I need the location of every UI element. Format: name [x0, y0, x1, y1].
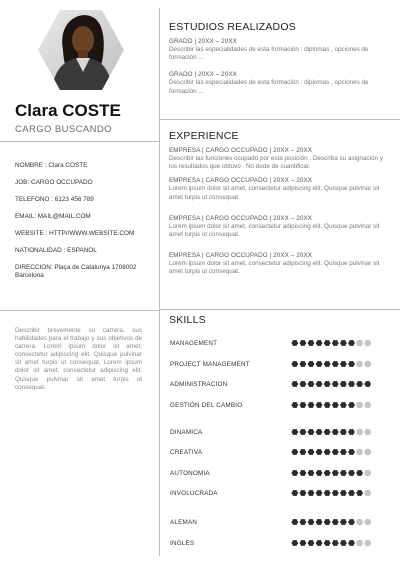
filled-flower-dot: [308, 429, 315, 435]
filled-flower-dot: [308, 340, 315, 346]
filled-flower-dot: [340, 490, 347, 496]
contact-city: Barcelona: [15, 272, 44, 279]
contact-email: EMAIL: MAIL@MAIL.COM: [15, 213, 91, 220]
empty-dot: [364, 429, 371, 436]
empty-dot: [364, 449, 371, 456]
filled-flower-dot: [340, 402, 347, 408]
empty-dot: [356, 519, 363, 526]
filled-flower-dot: [300, 449, 307, 455]
skill-name: AUTONOMIA: [170, 470, 210, 477]
skill-row: [170, 360, 390, 370]
divider: [160, 309, 400, 310]
filled-flower-dot: [292, 340, 299, 346]
filled-flower-dot: [292, 429, 299, 435]
empty-dot: [364, 361, 371, 368]
filled-flower-dot: [324, 490, 331, 496]
experience-entry: [169, 147, 392, 171]
empty-dot: [364, 540, 371, 547]
contact-name: NOMBRE : Clara COSTE: [15, 162, 88, 169]
filled-flower-dot: [292, 519, 299, 525]
entry-description: Describir las especialidades de esta formación : diplomas , opciones de formación ...: [169, 79, 369, 95]
filled-flower-dot: [300, 402, 307, 408]
skill-name: ADMINISTRACION: [170, 381, 228, 388]
contact-job: JOB: CARGO OCCUPADO: [15, 179, 93, 186]
empty-dot: [364, 519, 371, 526]
skill-row: [170, 469, 390, 479]
filled-flower-dot: [332, 519, 339, 525]
contact-nationality: NATIONALIDAD : ESPANOL: [15, 247, 97, 254]
skill-row: [170, 401, 390, 411]
filled-flower-dot: [300, 361, 307, 367]
filled-flower-dot: [340, 361, 347, 367]
filled-flower-dot: [316, 490, 323, 496]
filled-flower-dot: [324, 429, 331, 435]
filled-flower-dot: [340, 381, 347, 387]
filled-flower-dot: [348, 519, 355, 525]
filled-flower-dot: [348, 540, 355, 546]
filled-flower-dot: [292, 402, 299, 408]
skill-row: [170, 428, 390, 438]
education-entry: [169, 71, 392, 95]
education-section: [169, 21, 392, 105]
filled-flower-dot: [308, 470, 315, 476]
filled-flower-dot: [300, 381, 307, 387]
empty-dot: [364, 490, 371, 497]
filled-flower-dot: [340, 449, 347, 455]
skill-row: [170, 448, 390, 458]
filled-flower-dot: [332, 429, 339, 435]
filled-flower-dot: [332, 470, 339, 476]
skill-rating: [291, 339, 372, 347]
filled-flower-dot: [364, 381, 371, 387]
empty-dot: [356, 449, 363, 456]
filled-flower-dot: [340, 340, 347, 346]
skill-rating: [291, 360, 372, 368]
filled-flower-dot: [316, 340, 323, 346]
skills-title: SKILLS: [169, 314, 206, 326]
skill-row: [170, 539, 390, 549]
skill-name: ALEMAN: [170, 519, 198, 526]
filled-flower-dot: [316, 361, 323, 367]
skill-row: [170, 339, 390, 349]
empty-dot: [356, 402, 363, 409]
filled-flower-dot: [316, 540, 323, 546]
skill-row: [170, 489, 390, 499]
filled-flower-dot: [356, 490, 363, 496]
filled-flower-dot: [308, 519, 315, 525]
entry-heading: EMPRESA | CARGO OCCUPADO | 20XX – 20XX: [169, 214, 313, 222]
filled-flower-dot: [300, 490, 307, 496]
filled-flower-dot: [348, 402, 355, 408]
column-divider: [159, 8, 160, 556]
filled-flower-dot: [348, 490, 355, 496]
filled-flower-dot: [308, 540, 315, 546]
filled-flower-dot: [300, 540, 307, 546]
filled-flower-dot: [316, 402, 323, 408]
filled-flower-dot: [348, 470, 355, 476]
filled-flower-dot: [292, 470, 299, 476]
filled-flower-dot: [332, 340, 339, 346]
filled-flower-dot: [340, 519, 347, 525]
skill-rating: [291, 489, 372, 497]
skill-rating: [291, 448, 372, 456]
filled-flower-dot: [316, 381, 323, 387]
empty-dot: [356, 340, 363, 347]
entry-description: Lorem ipsum dolor sit amet, consectetur adipiscing elit. Quisque pulvinar sit amet turpis ut consequat.: [169, 222, 380, 239]
filled-flower-dot: [332, 381, 339, 387]
filled-flower-dot: [300, 470, 307, 476]
job-title: CARGO BUSCANDO: [15, 124, 112, 135]
skill-rating: [291, 428, 372, 436]
filled-flower-dot: [308, 381, 315, 387]
experience-title: EXPERIENCE: [169, 130, 239, 142]
empty-dot: [356, 361, 363, 368]
filled-flower-dot: [292, 381, 299, 387]
skill-name: CREATIVA: [170, 449, 203, 456]
skill-rating: [291, 539, 372, 547]
experience-entry: [169, 177, 392, 201]
empty-dot: [356, 540, 363, 547]
filled-flower-dot: [316, 449, 323, 455]
career-summary: Describir brevemente su carrera, sus habilidades para el trabajo y sus objetivos de carrera. Lorem ipsum dolor sit amet, consectetur adipiscing elit. Quisque pulvinar sit amet turpis ut consequat. Lorem ipsum dolor sit amet, consectetur adipiscing elit. Quisque pulvinar sit amet turpis ut consequat.: [15, 327, 142, 391]
filled-flower-dot: [324, 381, 331, 387]
skill-name: PROJECT MANAGEMENT: [170, 361, 250, 368]
hexagon-portrait: [38, 10, 124, 90]
empty-dot: [364, 402, 371, 409]
filled-flower-dot: [324, 361, 331, 367]
skill-row: [170, 518, 390, 528]
empty-dot: [364, 340, 371, 347]
filled-flower-dot: [348, 381, 355, 387]
entry-heading: EMPRESA | CARGO OCCUPADO | 20XX – 20XX: [169, 147, 313, 154]
skill-name: MANAGEMENT: [170, 340, 218, 347]
entry-description: Describir las funciones ocupado por esta posición . Describa su asignación y los resultados que obtuvo . No dude de cuantificar.: [169, 155, 383, 171]
divider: [0, 310, 160, 311]
filled-flower-dot: [340, 429, 347, 435]
filled-flower-dot: [340, 540, 347, 546]
contact-website: WEBSITE : HTTP//WWW.WEBSITE.COM: [15, 230, 135, 237]
filled-flower-dot: [292, 449, 299, 455]
empty-dot: [364, 470, 371, 477]
contact-phone: TELEFONO : 6123 456 789: [15, 196, 94, 203]
contact-address: DIRECCION: Plaça de Catalunya 1708002: [15, 264, 137, 271]
filled-flower-dot: [300, 429, 307, 435]
filled-flower-dot: [356, 381, 363, 387]
filled-flower-dot: [332, 449, 339, 455]
entry-description: Lorem ipsum dolor sit amet, consectetur adipiscing elit. Quisque pulvinar sit amet turpis ut consequat.: [169, 185, 380, 201]
profile-photo: [38, 10, 124, 90]
filled-flower-dot: [324, 449, 331, 455]
filled-flower-dot: [332, 402, 339, 408]
skill-name: DINAMICA: [170, 429, 203, 436]
filled-flower-dot: [308, 449, 315, 455]
skill-name: GESTIÓN DEL CAMBIO: [170, 402, 243, 409]
filled-flower-dot: [340, 470, 347, 476]
filled-flower-dot: [348, 340, 355, 346]
empty-dot: [356, 429, 363, 436]
filled-flower-dot: [348, 429, 355, 435]
skill-row: [170, 380, 390, 390]
filled-flower-dot: [324, 470, 331, 476]
skill-rating: [291, 380, 372, 388]
entry-heading: GRADO | 20XX – 20XX: [169, 71, 237, 79]
filled-flower-dot: [308, 361, 315, 367]
filled-flower-dot: [292, 361, 299, 367]
education-title: ESTUDIOS REALIZADOS: [169, 21, 296, 33]
entry-heading: GRADO | 20XX – 20XX: [169, 38, 237, 45]
filled-flower-dot: [316, 470, 323, 476]
person-name: Clara COSTE: [15, 101, 121, 120]
education-entry: [169, 38, 392, 62]
filled-flower-dot: [324, 519, 331, 525]
experience-entry: [169, 215, 392, 239]
filled-flower-dot: [300, 519, 307, 525]
skill-rating: [291, 518, 372, 526]
skill-rating: [291, 469, 372, 477]
filled-flower-dot: [300, 340, 307, 346]
divider: [160, 119, 400, 120]
experience-section: [169, 130, 392, 283]
skill-rating: [291, 401, 372, 409]
filled-flower-dot: [292, 490, 299, 496]
experience-entry: [169, 252, 392, 276]
skill-name: INVOLUCRADA: [170, 490, 218, 497]
filled-flower-dot: [356, 470, 363, 476]
filled-flower-dot: [324, 402, 331, 408]
skill-name: INGLES: [170, 540, 195, 547]
entry-heading: EMPRESA | CARGO OCCUPADO | 20XX – 20XX: [169, 252, 313, 260]
filled-flower-dot: [316, 429, 323, 435]
filled-flower-dot: [348, 361, 355, 367]
filled-flower-dot: [292, 540, 299, 546]
filled-flower-dot: [324, 540, 331, 546]
filled-flower-dot: [308, 490, 315, 496]
contact-list: [15, 162, 155, 289]
divider: [0, 141, 160, 142]
filled-flower-dot: [348, 449, 355, 455]
filled-flower-dot: [316, 519, 323, 525]
filled-flower-dot: [332, 540, 339, 546]
filled-flower-dot: [308, 402, 315, 408]
filled-flower-dot: [332, 490, 339, 496]
filled-flower-dot: [332, 361, 339, 367]
entry-description: Describir las especialidades de esta formación : diplomas , opciones de formación ...: [169, 46, 369, 62]
entry-heading: EMPRESA | CARGO OCCUPADO | 20XX – 20XX: [169, 177, 313, 185]
entry-description: Lorem ipsum dolor sit amet, consectetur adipiscing elit. Quisque pulvinar sit amet turpis ut consequat.: [169, 260, 380, 276]
filled-flower-dot: [324, 340, 331, 346]
